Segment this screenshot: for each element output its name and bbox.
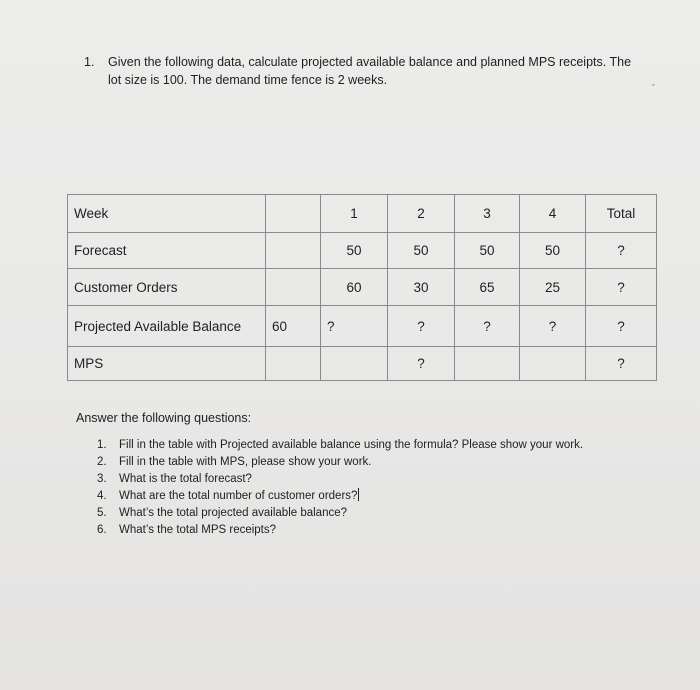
text-cursor <box>358 488 359 501</box>
question-line-1: Given the following data, calculate projected available balance and planned MPS receipts. The <box>108 55 632 69</box>
mps-cell <box>321 347 388 381</box>
list-item-text: What’s the total projected available balance? <box>119 507 348 519</box>
list-item-text: Fill in the table with MPS, please show your work. <box>119 456 372 468</box>
table-row-week <box>68 195 657 233</box>
initial-cell <box>266 233 321 269</box>
forecast-cell: 50 <box>388 233 455 269</box>
row-label: Projected Available Balance <box>68 306 266 347</box>
week-cell: 2 <box>388 195 455 233</box>
week-cell: 4 <box>520 195 586 233</box>
total-cell: ? <box>586 306 657 347</box>
table-row-mps <box>68 347 657 381</box>
list-item-text: What is the total forecast? <box>119 473 252 485</box>
list-item-text: What’s the total MPS receipts? <box>119 524 277 536</box>
list-item-text: Fill in the table with Projected available balance using the formula? Please show your work. <box>119 439 584 451</box>
question-number: 1. <box>84 55 95 69</box>
week-cell: 1 <box>321 195 388 233</box>
row-label: Customer Orders <box>68 269 266 306</box>
question-line-2: lot size is 100. The demand time fence is 2 weeks. <box>108 73 388 87</box>
pab-cell: ? <box>455 306 520 347</box>
stray-mark: ˇ <box>652 83 655 93</box>
row-label: Week <box>68 195 266 233</box>
list-item-number: 1. <box>97 439 107 451</box>
list-item-text: What are the total number of customer orders? <box>119 490 358 502</box>
list-item-number: 4. <box>97 490 107 502</box>
total-cell: ? <box>586 269 657 306</box>
initial-cell: 60 <box>266 306 321 347</box>
list-item <box>97 471 583 488</box>
answer-section-title: Answer the following questions: <box>76 411 252 425</box>
orders-cell: 65 <box>455 269 520 306</box>
orders-cell: 30 <box>388 269 455 306</box>
initial-cell <box>266 195 321 233</box>
list-item-number: 2. <box>97 456 107 468</box>
question-text <box>108 53 638 89</box>
list-item <box>97 437 583 454</box>
list-item <box>97 488 583 505</box>
table-row-customer-orders <box>68 269 657 306</box>
list-item-number: 6. <box>97 524 107 536</box>
mps-cell: ? <box>388 347 455 381</box>
list-item <box>97 454 583 471</box>
week-cell: 3 <box>455 195 520 233</box>
orders-cell: 25 <box>520 269 586 306</box>
table-row-projected-available-balance <box>68 306 657 347</box>
pab-cell: ? <box>388 306 455 347</box>
row-label: MPS <box>68 347 266 381</box>
forecast-cell: 50 <box>455 233 520 269</box>
list-item-number: 5. <box>97 507 107 519</box>
forecast-cell: 50 <box>321 233 388 269</box>
total-cell: Total <box>586 195 657 233</box>
orders-cell: 60 <box>321 269 388 306</box>
list-item-number: 3. <box>97 473 107 485</box>
initial-cell <box>266 269 321 306</box>
mps-table <box>67 194 657 381</box>
row-label: Forecast <box>68 233 266 269</box>
forecast-cell: 50 <box>520 233 586 269</box>
pab-cell: ? <box>520 306 586 347</box>
mps-cell <box>520 347 586 381</box>
mps-cell <box>455 347 520 381</box>
total-cell: ? <box>586 233 657 269</box>
initial-cell <box>266 347 321 381</box>
answer-question-list <box>97 437 583 539</box>
table-row-forecast <box>68 233 657 269</box>
list-item <box>97 505 583 522</box>
list-item <box>97 522 583 539</box>
total-cell: ? <box>586 347 657 381</box>
pab-cell: ? <box>321 306 388 347</box>
